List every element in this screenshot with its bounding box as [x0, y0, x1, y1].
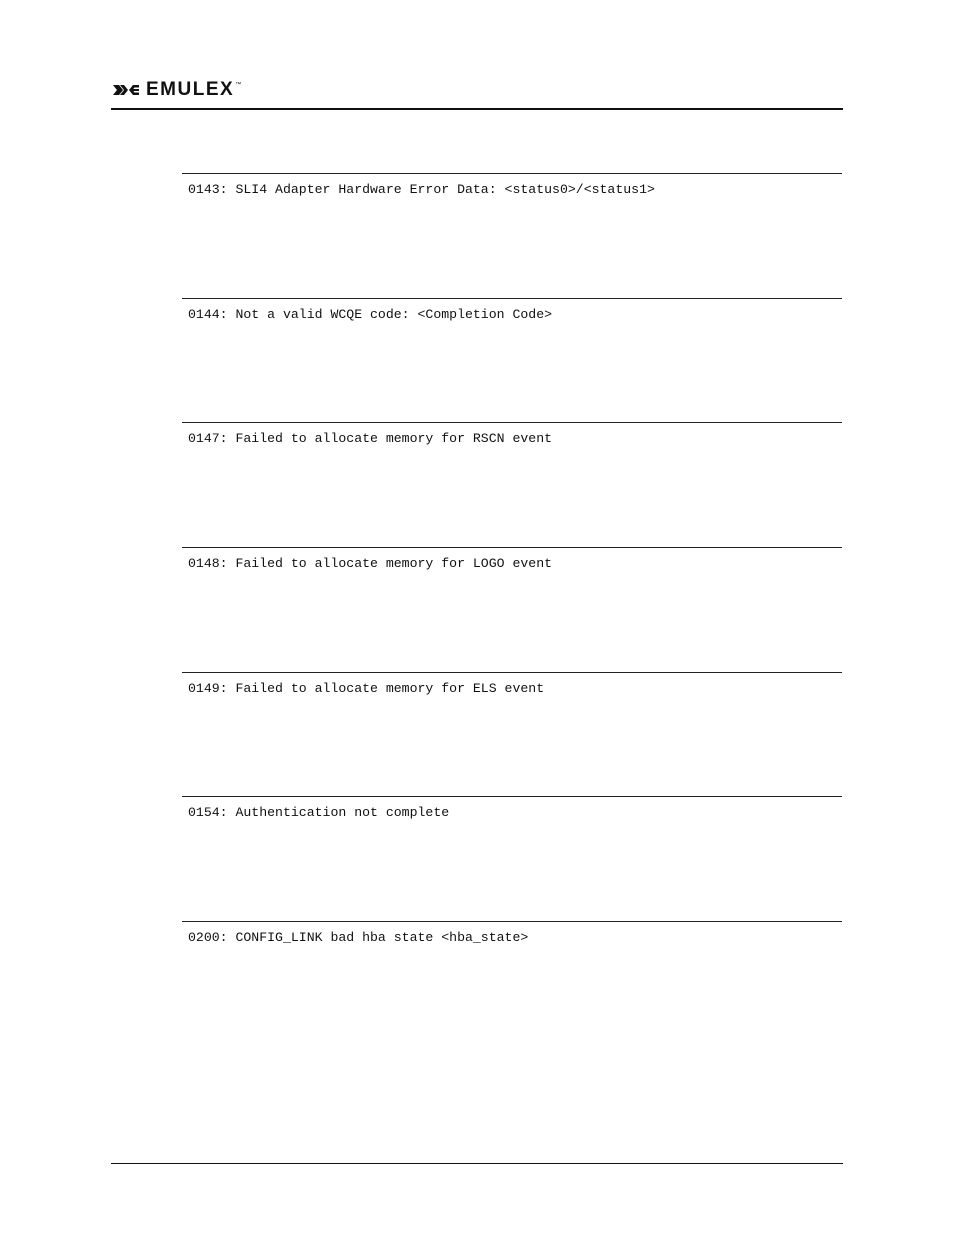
- message-entry: [182, 547, 842, 672]
- message-entry: [182, 672, 842, 797]
- page-header: [111, 78, 843, 110]
- message-entry: [182, 796, 842, 921]
- message-text: 0147: Failed to allocate memory for RSCN event: [188, 431, 553, 447]
- message-text: 0200: CONFIG_LINK bad hba state <hba_state>: [188, 930, 529, 946]
- message-text: 0154: Authentication not complete: [188, 805, 450, 821]
- message-text: 0143: SLI4 Adapter Hardware Error Data: <status0>/<status1>: [188, 182, 655, 197]
- message-text: 0148: Failed to allocate memory for LOGO event: [188, 556, 553, 572]
- message-text: 0149: Failed to allocate memory for ELS event: [188, 680, 545, 696]
- message-entry: [182, 422, 842, 547]
- message-list: [182, 173, 842, 1046]
- trademark-mark: ™: [235, 82, 242, 88]
- logo-wordmark: EMULEX: [146, 79, 235, 100]
- footer-divider: [111, 1163, 843, 1164]
- emulex-logo: [111, 81, 241, 99]
- message-entry: [182, 173, 842, 298]
- emulex-logo-icon: [111, 82, 141, 98]
- message-entry: [182, 298, 842, 423]
- message-entry: [182, 921, 842, 1046]
- message-text: 0144: Not a valid WCQE code: <Completion Code>: [188, 306, 553, 322]
